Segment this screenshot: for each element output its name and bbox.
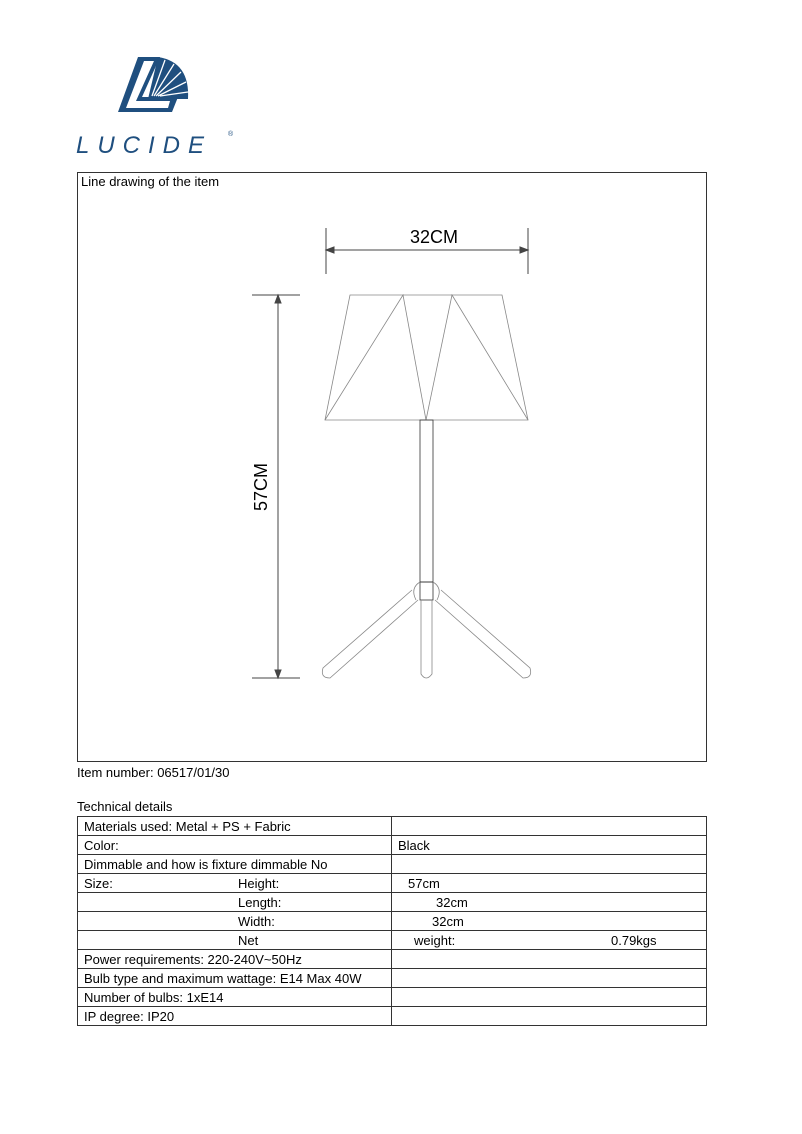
table-row: Width: 32cm (78, 912, 707, 931)
table-row: Bulb type and maximum wattage: E14 Max 40W (78, 969, 707, 988)
table-row: Length: 32cm (78, 893, 707, 912)
table-row: Size: Height: 57cm (78, 874, 707, 893)
table-row: Net weight: 0.79kgs (78, 931, 707, 950)
technical-details-table (77, 816, 707, 1026)
table-row: Number of bulbs: 1xE14 (78, 988, 707, 1007)
table-row: Power requirements: 220-240V~50Hz (78, 950, 707, 969)
width-dimension-label: 32CM (409, 227, 459, 247)
table-row: Materials used: Metal + PS + Fabric (78, 817, 707, 836)
table-row: Color: Black (78, 836, 707, 855)
table-row: Dimmable and how is fixture dimmable No (78, 855, 707, 874)
svg-text:®: ® (228, 131, 234, 138)
item-number: Item number: 06517/01/30 (77, 765, 230, 780)
height-dimension-label: 57CM (251, 462, 271, 512)
table-row: IP degree: IP20 (78, 1007, 707, 1026)
logo-wordmark: LUCIDE (76, 132, 213, 159)
drawing-caption: Line drawing of the item (81, 174, 220, 189)
technical-details-title: Technical details (77, 799, 173, 814)
